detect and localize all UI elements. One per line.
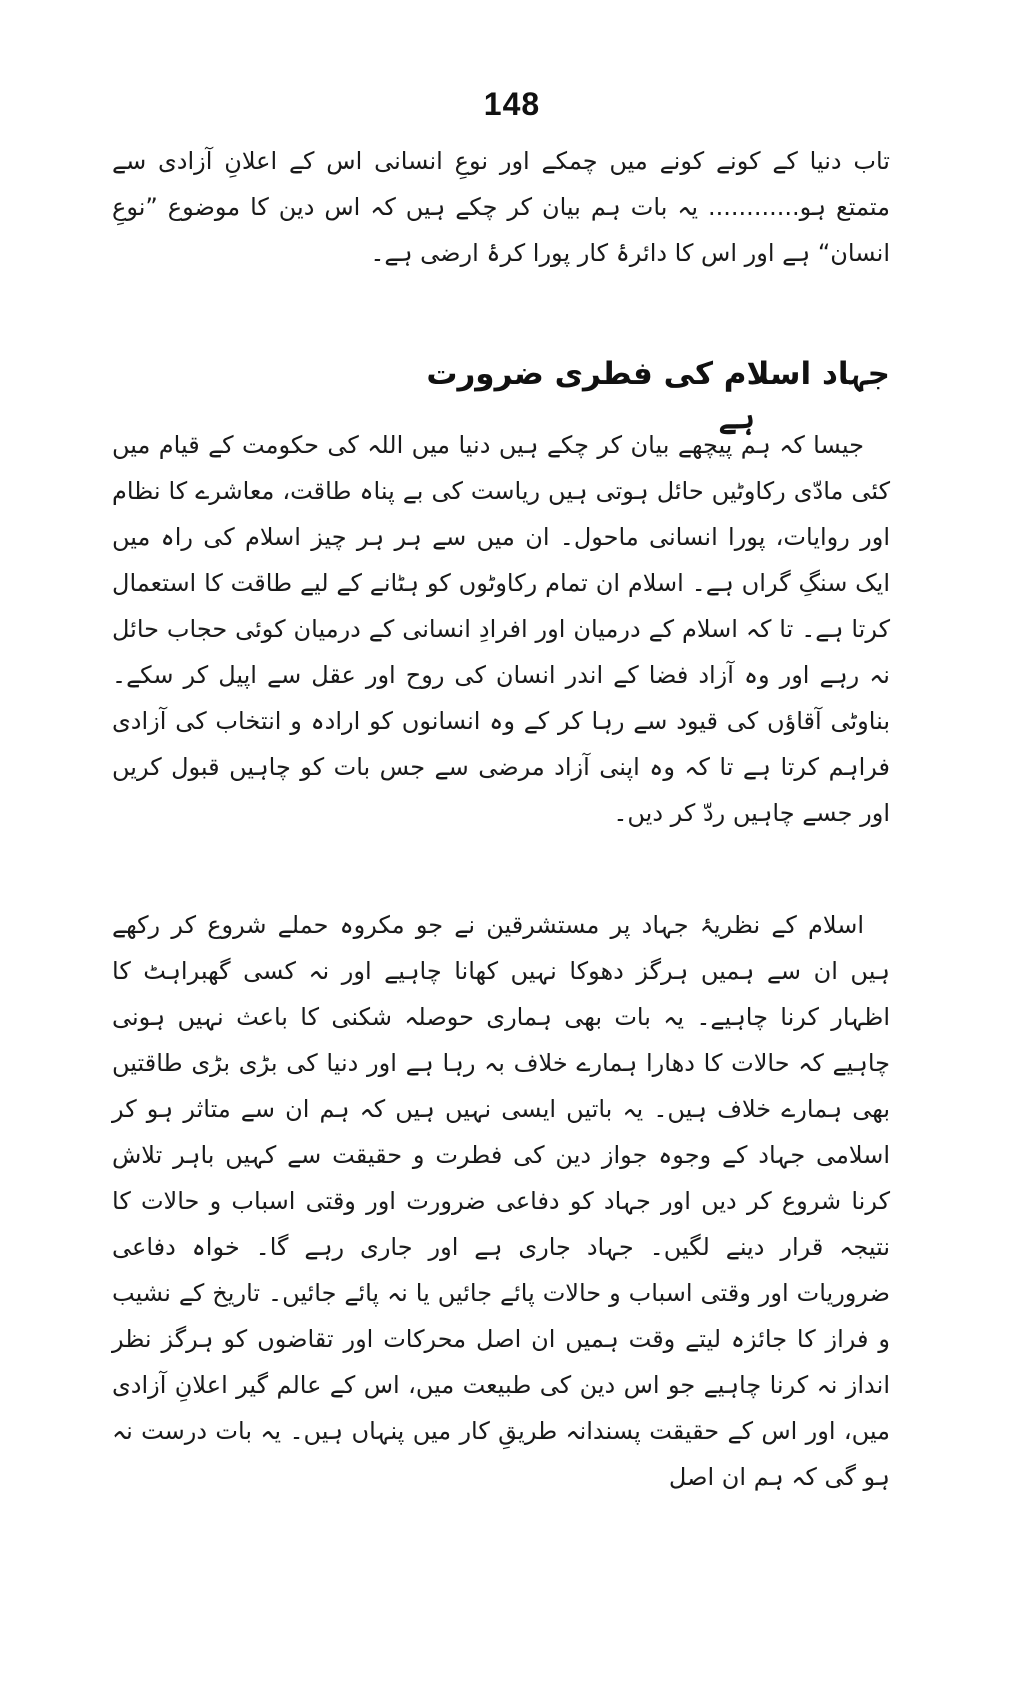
- section-heading-line-2: ہے: [718, 400, 755, 436]
- body-paragraph-1: [112, 422, 890, 836]
- body-paragraph-2: [112, 902, 890, 1500]
- intro-paragraph: [112, 138, 890, 276]
- body-paragraph-2-text: اسلام کے نظریۂ جہاد پر مستشرقین نے جو مکروہ حملے شروع کر رکھے ہیں ان سے ہمیں ہرگز دھوکا نہیں کھانا چاہیے اور نہ کسی گھبراہٹ کا اظہار کرنا چاہیے۔ یہ بات بھی ہماری حوصلہ شکنی کا باعث نہیں ہونی چاہیے کہ حالات کا دھارا ہمارے خلاف بہ رہا ہے اور دنیا کی بڑی بڑی طاقتیں بھی ہمارے خلاف ہیں۔ یہ باتیں ایسی نہیں ہیں کہ ہم ان سے متاثر ہو کر اسلامی جہاد کے وجوہ جواز دین کی فطرت و حقیقت سے کہیں باہر تلاش کرنا شروع کر دیں اور جہاد کو دفاعی ضرورت اور وقتی اسباب و حالات کا نتیجہ قرار دینے لگیں۔ جہاد جاری ہے اور جاری رہے گا۔ خواہ دفاعی ضروریات اور وقتی اسباب و حالات پائے جائیں یا نہ پائے جائیں۔ تاریخ کے نشیب و فراز کا جائزہ لیتے وقت ہمیں ان اصل محرکات اور تقاضوں کو ہرگز نظر انداز نہ کرنا چاہیے جو اس دین کی طبیعت میں، اس کے عالم گیر اعلانِ آزادی میں، اور اس کے حقیقت پسندانہ طریقِ کار میں پنہاں ہیں۔ یہ بات درست نہ ہو گی کہ ہم ان اصل: [112, 911, 890, 1491]
- section-heading-line-1: جہاد اسلام کی فطری ضرورت: [426, 356, 890, 392]
- page-number: 148: [483, 86, 541, 122]
- body-paragraph-1-text: جیسا کہ ہم پیچھے بیان کر چکے ہیں دنیا میں اللہ کی حکومت کے قیام میں کئی مادّی رکاوٹیں حائل ہوتی ہیں ریاست کی بے پناہ طاقت، معاشرے کا نظام اور روایات، پورا انسانی ماحول۔ ان میں سے ہر ہر چیز اسلام کی راہ میں ایک سنگِ گراں ہے۔ اسلام ان تمام رکاوٹوں کو ہٹانے کے لیے طاقت کا استعمال کرتا ہے۔ تا کہ اسلام کے درمیان اور افرادِ انسانی کے درمیان کوئی حجاب حائل نہ رہے اور وہ آزاد فضا کے اندر انسان کی روح اور عقل سے اپیل کر سکے۔ بناوٹی آقاؤں کی قیود سے رہا کر کے وہ انسانوں کو ارادہ و انتخاب کی آزادی فراہم کرتا ہے تا کہ وہ اپنی آزاد مرضی سے جس بات کو چاہیں قبول کریں اور جسے چاہیں ردّ کر دیں۔: [112, 431, 890, 827]
- intro-text: تاب دنیا کے کونے کونے میں چمکے اور نوعِ انسانی اس کے اعلانِ آزادی سے متمتع ہو............ یہ بات ہم بیان کر چکے ہیں کہ اس دین کا موضوع ”نوعِ انسان“ ہے اور اس کا دائرۂ کار پورا کرۂ ارضی ہے۔: [112, 147, 890, 267]
